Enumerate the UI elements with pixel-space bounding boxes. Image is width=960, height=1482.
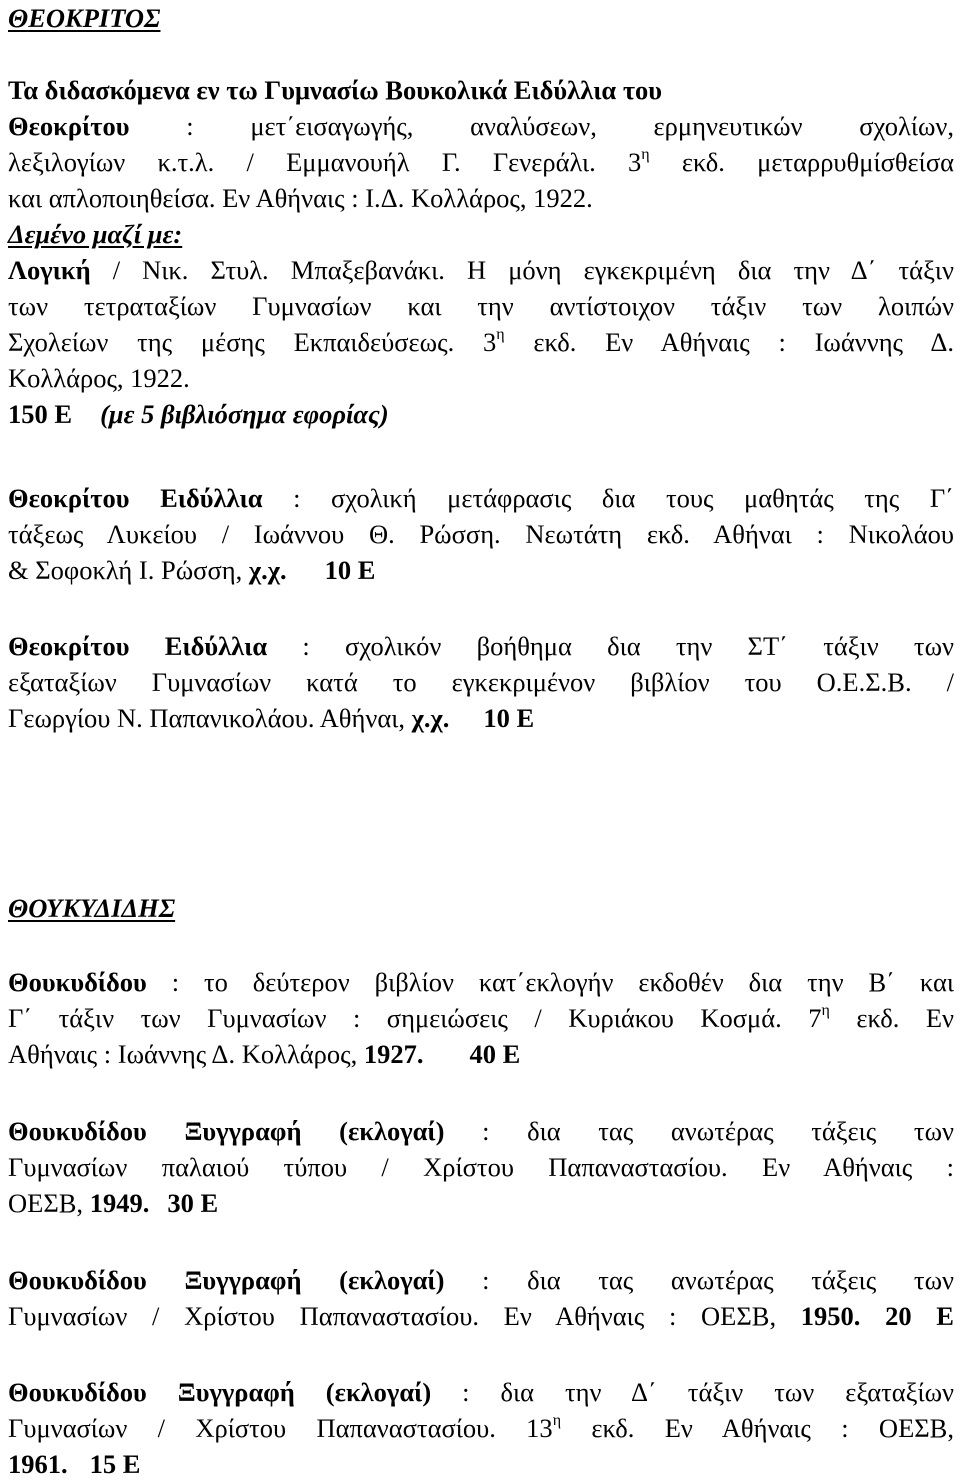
entry-text: Αθήναις : Ιωάννης Δ. Κολλάρος, <box>8 1039 364 1069</box>
entry-date: χ.χ. <box>411 703 450 733</box>
entry-text: εκδ. Εν Αθήναις : Ιωάννης Δ. <box>504 327 954 357</box>
entry-line <box>8 664 954 700</box>
entry-line <box>8 1410 954 1446</box>
entry-text: : σχολικόν βοήθημα δια την ΣΤ΄ τάξιν των <box>267 631 954 661</box>
catalog-entry <box>8 1113 954 1221</box>
entry-date: 1949. <box>89 1188 150 1218</box>
catalog-entry <box>8 480 954 588</box>
edition-superscript: η <box>641 146 650 164</box>
entry-title-line: Τα διδασκόμενα εν τω Γυμνασίω Βουκολικά Ειδύλλια του <box>8 75 663 105</box>
entry-line <box>8 1262 954 1298</box>
bound-with-label: Δεμένο μαζί με: <box>8 219 183 249</box>
entry-text: Γυμνασίων παλαιού τύπου / Χρίστου Παπαναστασίου. Εν Αθήναις : <box>8 1152 954 1182</box>
entry-text: : μετ΄εισαγωγής, αναλύσεων, ερμηνευτικών σχολίων, <box>129 111 954 141</box>
entry-author: Θουκυδίδου Ξυγγραφή (εκλογαί) <box>8 1377 432 1407</box>
entry-line <box>8 288 954 324</box>
entry-text: & Σοφοκλή Ι. Ρώσση, <box>8 555 249 585</box>
price: 40 Ε <box>469 1039 521 1069</box>
section-title-theokritos: ΘΕΟΚΡΙΤΟΣ <box>8 3 161 33</box>
entry-line <box>8 144 954 180</box>
entry-line <box>8 1036 954 1072</box>
entry-text: Γυμνασίων / Χρίστου Παπαναστασίου. Εν Αθήναις : ΟΕΣΒ, <box>8 1301 801 1331</box>
entry-text: τάξεως Λυκείου / Ιωάννου Θ. Ρώσση. Νεωτάτη εκδ. Αθήναι : Νικολάου <box>8 519 954 549</box>
entry-text: εκδ. μεταρρυθμίσθείσα <box>649 147 954 177</box>
entry-line <box>8 108 954 144</box>
entry-line <box>8 1446 954 1482</box>
entry-text: των τετραταξίων Γυμνασίων και την αντίστοιχον τάξιν των λοιπών <box>8 291 954 321</box>
catalog-entry <box>8 72 954 432</box>
entry-line <box>8 1374 954 1410</box>
entry-text: Γυμνασίων / Χρίστου Παπαναστασίου. 13 <box>8 1413 553 1443</box>
entry-text: εξαταξίων Γυμνασίων κατά το εγκεκριμένον βιβλίον του Ο.Ε.Σ.Β. / <box>8 667 954 697</box>
entry-date: 1950. <box>800 1301 861 1331</box>
entry-text: Σχολείων της μέσης Εκπαιδεύσεως. 3 <box>8 327 497 357</box>
price: 150 Ε <box>8 399 73 429</box>
price: 15 Ε <box>89 1449 141 1479</box>
entry-text: : δια τας ανωτέρας τάξεις των <box>444 1116 955 1146</box>
section-title-thoukydidis: ΘΟΥΚΥΔΙΔΗΣ <box>8 893 176 923</box>
edition-superscript: η <box>821 1002 830 1020</box>
edition-superscript: η <box>552 1412 562 1430</box>
entry-line <box>8 480 954 516</box>
entry-text: / Νικ. Στυλ. Μπαξεβανάκι. Η μόνη εγκεκριμένη δια την Δ΄ τάξιν <box>90 255 954 285</box>
entry-text: : σχολική μετάφρασις δια τους μαθητάς της Γ΄ <box>262 483 954 513</box>
price-note: (με 5 βιβλιόσημα εφορίας) <box>100 399 389 429</box>
entry-line <box>8 516 954 552</box>
entry-author: Θουκυδίδου <box>8 967 147 997</box>
entry-text: Κολλάρος, 1922. <box>8 363 190 393</box>
entry-author: Θουκυδίδου Ξυγγραφή (εκλογαί) <box>8 1265 445 1295</box>
entry-line <box>8 1000 954 1036</box>
entry-text: εκδ. Εν Αθήναις : ΟΕΣΒ, <box>561 1413 954 1443</box>
entry-text: Γεωργίου Ν. Παπανικολάου. Αθήναι, <box>8 703 412 733</box>
entry-date: χ.χ. <box>248 555 287 585</box>
entry-line <box>8 1298 954 1334</box>
entry-text: Γ΄ τάξιν των Γυμνασίων : σημειώσεις / Κυριάκου Κοσμά. 7 <box>8 1003 822 1033</box>
catalog-entry <box>8 1374 954 1482</box>
entry-text: και απλοποιηθείσα. Εν Αθήναις : Ι.Δ. Κολλάρος, 1922. <box>8 183 593 213</box>
entry-text: : δια τας ανωτέρας τάξεις των <box>444 1265 955 1295</box>
entry-author: Λογική <box>8 255 91 285</box>
price: 10 Ε <box>324 555 376 585</box>
price: 30 Ε <box>167 1188 219 1218</box>
entry-author: Θεοκρίτου Ειδύλλια <box>8 483 263 513</box>
entry-author: Θουκυδίδου Ξυγγραφή (εκλογαί) <box>8 1116 445 1146</box>
entry-text: : το δεύτερον βιβλίον κατ΄εκλογήν εκδοθέν δια την Β΄ και <box>146 967 954 997</box>
entry-line <box>8 180 954 216</box>
entry-date: 1927. <box>363 1039 424 1069</box>
entry-text: : δια την Δ΄ τάξιν των εξαταξίων <box>431 1377 955 1407</box>
catalog-entry <box>8 964 954 1072</box>
entry-author: Θεοκρίτου <box>8 111 130 141</box>
entry-author: Θεοκρίτου Ειδύλλια <box>8 631 268 661</box>
entry-line <box>8 964 954 1000</box>
catalog-entry <box>8 628 954 736</box>
entry-text: εκδ. Εν <box>829 1003 954 1033</box>
entry-line <box>8 628 954 664</box>
entry-line <box>8 1185 954 1221</box>
entry-date: 1961. <box>8 1449 68 1479</box>
entry-line <box>8 1149 954 1185</box>
price: 10 Ε <box>483 703 535 733</box>
edition-superscript: η <box>496 326 505 344</box>
entry-line <box>8 396 954 432</box>
entry-text: λεξιλογίων κ.τ.λ. / Εμμανουήλ Γ. Γενεράλι. 3 <box>8 147 642 177</box>
entry-line <box>8 324 954 360</box>
entry-line <box>8 1113 954 1149</box>
entry-line <box>8 360 954 396</box>
entry-text: ΟΕΣΒ, <box>8 1188 90 1218</box>
catalog-entry <box>8 1262 954 1334</box>
entry-line <box>8 700 954 736</box>
price: 20 Ε <box>885 1301 954 1331</box>
entry-line <box>8 252 954 288</box>
entry-line <box>8 552 954 588</box>
